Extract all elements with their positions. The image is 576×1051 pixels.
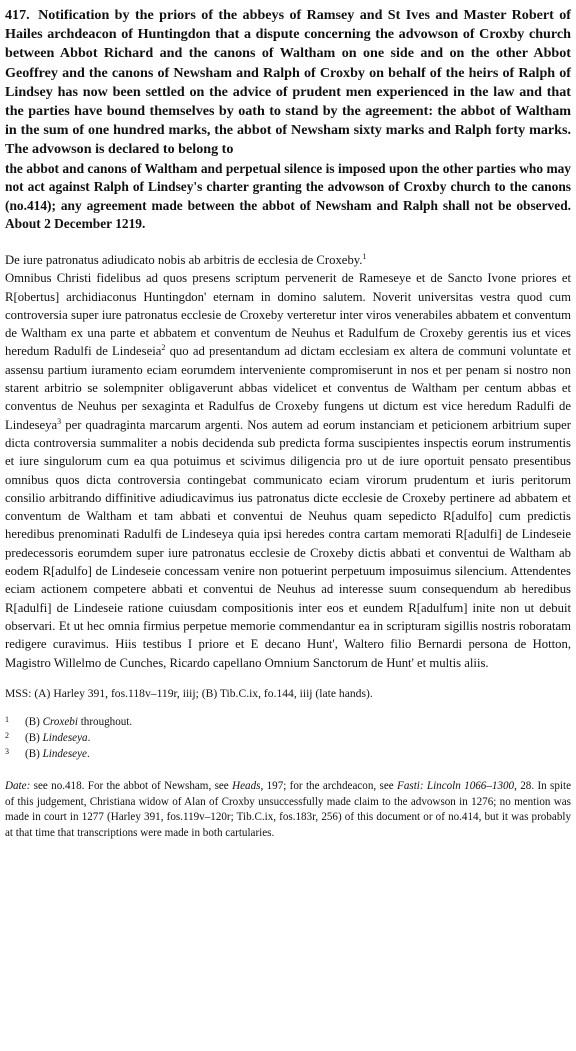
footnote-ref-3: 3 (57, 416, 62, 426)
charter-text (5, 251, 571, 672)
footnote-number: 3 (5, 747, 9, 757)
charter-body (5, 269, 571, 672)
footnote-text (25, 714, 571, 730)
charter-body-part-3: per quadraginta marcarum argenti. Nos autem ad eorum instanciam et peticionem arbitrium super dicta controversia summaliter a nobis decidenda sub predicta forma suscipientes inspectis eorum instrumentis et iure singulorum cum ea qua potuimus et scivimus diligencia pro ut de iure oportuit pensato presentibus omnibus quos dicta controversia contingebat communicato eciam virorum prudentum et iuris peritorum consilio arbitrando diffinitive adiudicavimus ius patronatus dicte ecclesie de Croxeby pertinere ad abbatem et conventum de Waltham et tam abbati et conventui de Neuhus quam sepedicto R[adulfo] cum predictis heredibus prenominati Radulfi de Lindeseya quia ipsi heredes contra cartam memorati R[adulfi] de Lindeseie predecessoris eorumdem super iure patronatus ecclesie de Croxeby dictis abbati et conventui de Waltham ab eodem R[adulfo] de Lindeseie concessam venire non potuerint perpetuum imposuimus silencium. Attendentes eciam actionem competere abbati et conventui de Neuhus ad interesse suum consequendum ab heredibus R[adulfi] de Lindeseie ratione cuiusdam compositionis inter eos et eundem R[adulfum] inite non ut debuit observari. Et ut hec omnia firmius perpetue memorie commendantur ea in scripturam sigillis nostris roboratam redigere curavimus. Hiis testibus I priore et E decano Hunt', Waltero filio Bernardi persona de Hotton, Magistro Willelmo de Cunches, Ricardo capellano Omnium Sanctorum de Hunt' et multis aliis. (5, 417, 571, 670)
footnotes-list (5, 714, 571, 763)
footnote-source: (B) (25, 715, 40, 728)
footnote-number: 2 (5, 731, 9, 741)
date-note-text-1: see no.418. For the abbot of Newsham, see (30, 780, 233, 793)
footnote-variant: Croxebi (42, 715, 78, 728)
date-note (5, 779, 571, 841)
footnote-ref-1: 1 (362, 252, 367, 261)
footnote-number: 1 (5, 714, 9, 724)
footnote-ref-2: 2 (161, 343, 166, 353)
entry-heading (5, 6, 571, 160)
footnote-item (5, 714, 571, 730)
manuscripts-line: MSS: (A) Harley 391, fos.118v–119r, iiij; (B) Tib.C.ix, fo.144, iiij (late hands). (5, 686, 373, 700)
charter-rubric-text: De iure patronatus adiudicato nobis ab arbitris de ecclesia de Croxeby. (5, 253, 363, 267)
footnote-rest: . (87, 732, 91, 745)
date-note-ref-fasti: Fasti: Lincoln 1066–1300 (397, 780, 515, 793)
footnote-source: (B) (25, 748, 40, 761)
date-note-text-3: , 28. In spite of this judgement, Christiana widow of Alan of Croxby unsuccessfully made claim to the advowson in 1276; no mention was made in court in 1277 (Harley 391, fos.119v–120r; Tib.C.ix, fos.183r, 256) of this document or of no.414, but it was probably at that time that transcriptions were made in both cartularies. (5, 780, 572, 839)
footnote-text (25, 730, 571, 746)
entry-number: 417. (5, 7, 30, 23)
footnote-rest: . (86, 748, 90, 761)
footnote-variant: Lindeseye (42, 748, 87, 761)
charter-rubric (5, 251, 571, 269)
footnote-text (25, 746, 571, 762)
footnote-rest: throughout. (77, 715, 133, 728)
date-note-label: Date: (5, 780, 31, 793)
footnote-source: (B) (25, 732, 40, 745)
footnote-item (5, 746, 571, 762)
entry-heading-text: Notification by the priors of the abbeys of Ramsey and St Ives and Master Robert of Hailes archdeacon of Huntingdon that a dispute concerning the advowson of Croxby church between Abbot Richard and the canons of Waltham on one side and on the other Abbot Geoffrey and the canons of Newsham and Ralph of Croxby on behalf of the heirs of Ralph of Lindsey has now been settled on the advice of prudent men experienced in the law and that the parties have bound themselves by oath to stand by the agreement: the abbot of Waltham in the sum of one hundred marks, the abbot of Newsham sixty marks and Ralph forty marks. The advowson is declared to belong to (5, 7, 571, 158)
charter-body-part-2: quo ad presentandum ad dictam ecclesiam ex altera de communi voluntate et assensu partium iuramento eciam eorumdem interveniente compromiserunt in nos et per penam si nostro non starent arbitrio se solempniter obligaverunt abbas videlicet et conventus de Waltham per centum abbas et conventus de Neuhus per sexaginta et Radulfus de Croxeby fungens ut dictum est vice heredum Radulfi de Lindeseya (5, 344, 571, 432)
footnote-variant: Lindeseya (42, 732, 88, 745)
entry-summary: the abbot and canons of Waltham and perpetual silence is imposed upon the other parties who may not act against Ralph of Lindsey's charter granting the advowson of Croxby church to the canons (no.414); any agreement made between the abbot of Newsham and Ralph shall not be observed. About 2 December 1219. (5, 160, 571, 232)
date-note-ref-heads: Heads (232, 780, 261, 793)
document-page (5, 6, 571, 841)
footnote-item (5, 730, 571, 746)
date-note-text-2: , 197; for the archdeacon, see (260, 780, 398, 793)
charter-body-part-1: Omnibus Christi fidelibus ad quos presens scriptum pervenerit de Rameseye et de Sancto Ivone priores et R[obertus] archidiaconus Huntingdon' eternam in domino salutem. Noverit universitas vestra quod cum controversia super iure patronatus ecclesie de Croxeby verteretur inter viros venerabiles abbatem et conventum de Waltham ex una parte et abbatem et conventum de Neuhus et Radulfum de Croxeby gerentis ius et vices heredum Radulfi de Lindeseia (5, 271, 571, 359)
